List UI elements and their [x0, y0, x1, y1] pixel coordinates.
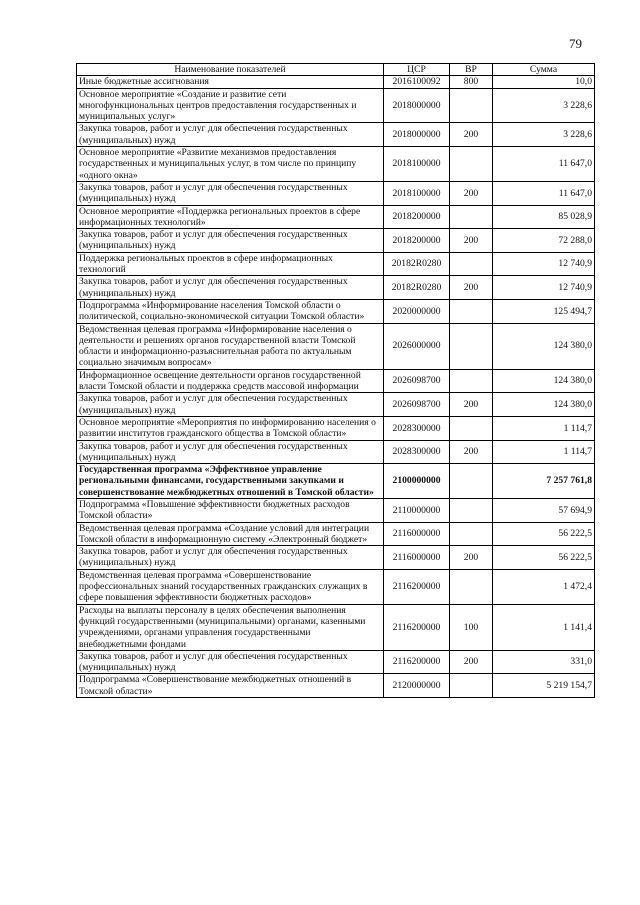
- cell-name: Поддержка региональных проектов в сфере информационных технологий: [77, 252, 384, 276]
- table-row: [77, 205, 595, 229]
- page-number: 79: [569, 36, 582, 51]
- cell-vr: [450, 522, 493, 546]
- cell-vr: 200: [450, 650, 493, 674]
- cell-name: Закупка товаров, работ и услуг для обеспечения государственных (муниципальных) нужд: [77, 650, 384, 674]
- table-row: [77, 147, 595, 182]
- cell-name: Закупка товаров, работ и услуг для обеспечения государственных (муниципальных) нужд: [77, 440, 384, 464]
- table-row: [77, 498, 595, 522]
- cell-vr: [450, 416, 493, 440]
- cell-csr: 2026098700: [384, 393, 450, 417]
- cell-name: Подпрограмма «Повышение эффективности бюджетных расходов Томской области»: [77, 498, 384, 522]
- cell-sum: 10,0: [493, 76, 595, 88]
- cell-csr: 20182R0280: [384, 276, 450, 300]
- cell-sum: 124 380,0: [493, 369, 595, 393]
- cell-name: Закупка товаров, работ и услуг для обеспечения государственных (муниципальных) нужд: [77, 181, 384, 205]
- table-row: [77, 464, 595, 499]
- cell-name: Основное мероприятие «Поддержка региональных проектов в сфере информационных технологий»: [77, 205, 384, 229]
- cell-name: Закупка товаров, работ и услуг для обеспечения государственных (муниципальных) нужд: [77, 229, 384, 253]
- table-row: [77, 416, 595, 440]
- cell-name: Основное мероприятие «Мероприятия по информированию населения о развитии институтов гражданского общества в Томской области»: [77, 416, 384, 440]
- table-row: [77, 393, 595, 417]
- table-row: [77, 369, 595, 393]
- cell-csr: 2116200000: [384, 650, 450, 674]
- cell-vr: 200: [450, 546, 493, 570]
- cell-name: Ведомственная целевая программа «Информирование населения о деятельности и решениях органов государственной власти Томской области и информационно-разъяснительная работа по актуальным социально значимым вопросам»: [77, 323, 384, 369]
- cell-sum: 124 380,0: [493, 323, 595, 369]
- cell-sum: 1 114,7: [493, 416, 595, 440]
- table-row: [77, 650, 595, 674]
- cell-vr: [450, 369, 493, 393]
- table-row: [77, 123, 595, 147]
- cell-vr: 100: [450, 604, 493, 650]
- cell-csr: 2016100092: [384, 76, 450, 88]
- cell-csr: 2018200000: [384, 229, 450, 253]
- cell-csr: 2018100000: [384, 181, 450, 205]
- table-row: [77, 674, 595, 698]
- table-row: [77, 569, 595, 604]
- table-row: [77, 440, 595, 464]
- cell-csr: 2018000000: [384, 88, 450, 123]
- cell-sum: 7 257 761,8: [493, 464, 595, 499]
- cell-csr: 2028300000: [384, 416, 450, 440]
- cell-csr: 2026000000: [384, 323, 450, 369]
- table-row: [77, 181, 595, 205]
- cell-vr: [450, 299, 493, 323]
- cell-vr: 200: [450, 123, 493, 147]
- cell-csr: 2120000000: [384, 674, 450, 698]
- cell-vr: 200: [450, 393, 493, 417]
- cell-name: Подпрограмма «Совершенствование межбюджетных отношений в Томской области»: [77, 674, 384, 698]
- cell-sum: 12 740,9: [493, 252, 595, 276]
- cell-sum: 11 647,0: [493, 147, 595, 182]
- cell-vr: [450, 674, 493, 698]
- cell-vr: [450, 569, 493, 604]
- cell-sum: 11 647,0: [493, 181, 595, 205]
- cell-vr: [450, 88, 493, 123]
- cell-csr: 2116000000: [384, 522, 450, 546]
- cell-sum: 125 494,7: [493, 299, 595, 323]
- cell-name: Информационное освещение деятельности органов государственной власти Томской области и поддержка средств массовой информации: [77, 369, 384, 393]
- cell-name: Ведомственная целевая программа «Создание условий для интеграции Томской области в информационную систему «Электронный бюджет»: [77, 522, 384, 546]
- cell-csr: 2018200000: [384, 205, 450, 229]
- table-row: [77, 604, 595, 650]
- cell-vr: 200: [450, 276, 493, 300]
- cell-vr: [450, 147, 493, 182]
- cell-csr: 2018100000: [384, 147, 450, 182]
- cell-name: Закупка товаров, работ и услуг для обеспечения государственных (муниципальных) нужд: [77, 123, 384, 147]
- cell-sum: 331,0: [493, 650, 595, 674]
- cell-sum: 3 228,6: [493, 88, 595, 123]
- cell-name: Закупка товаров, работ и услуг для обеспечения государственных (муниципальных) нужд: [77, 393, 384, 417]
- cell-vr: [450, 323, 493, 369]
- cell-csr: 2100000000: [384, 464, 450, 499]
- header-vr: ВР: [450, 64, 493, 76]
- cell-csr: 20182R0280: [384, 252, 450, 276]
- cell-sum: 1 472,4: [493, 569, 595, 604]
- cell-name: Ведомственная целевая программа «Совершенствование профессиональных знаний государственных гражданских служащих в сфере повышения эффективности бюджетных расходов»: [77, 569, 384, 604]
- cell-vr: 200: [450, 229, 493, 253]
- cell-vr: [450, 205, 493, 229]
- cell-sum: 12 740,9: [493, 276, 595, 300]
- cell-vr: [450, 498, 493, 522]
- table-row: [77, 229, 595, 253]
- cell-name: Основное мероприятие «Развитие механизмов предоставления государственных и муниципальных услуг, в том числе по принципу «одного окна»: [77, 147, 384, 182]
- cell-name: Основное мероприятие «Создание и развитие сети многофункциональных центров предоставления государственных и муниципальных услуг»: [77, 88, 384, 123]
- table-row: [77, 522, 595, 546]
- cell-name: Закупка товаров, работ и услуг для обеспечения государственных (муниципальных) нужд: [77, 276, 384, 300]
- table-row: [77, 76, 595, 88]
- cell-csr: 2026098700: [384, 369, 450, 393]
- cell-csr: 2116200000: [384, 569, 450, 604]
- table-row: [77, 88, 595, 123]
- cell-sum: 1 141,4: [493, 604, 595, 650]
- cell-vr: 200: [450, 181, 493, 205]
- cell-csr: 2116000000: [384, 546, 450, 570]
- cell-sum: 124 380,0: [493, 393, 595, 417]
- cell-sum: 57 694,9: [493, 498, 595, 522]
- cell-sum: 56 222,5: [493, 522, 595, 546]
- cell-name: Государственная программа «Эффективное управление региональными финансами, государственными закупками и совершенствование межбюджетных отношений в Томской области»: [77, 464, 384, 499]
- cell-sum: 1 114,7: [493, 440, 595, 464]
- cell-csr: 2020000000: [384, 299, 450, 323]
- cell-csr: 2116200000: [384, 604, 450, 650]
- header-sum: Сумма: [493, 64, 595, 76]
- table-row: [77, 323, 595, 369]
- cell-sum: 3 228,6: [493, 123, 595, 147]
- table-row: [77, 546, 595, 570]
- cell-sum: 5 219 154,7: [493, 674, 595, 698]
- cell-csr: 2028300000: [384, 440, 450, 464]
- cell-name: Подпрограмма «Информирование населения Томской области о политической, социально-экономической ситуации Томской области»: [77, 299, 384, 323]
- cell-name: Иные бюджетные ассигнования: [77, 76, 384, 88]
- cell-csr: 2110000000: [384, 498, 450, 522]
- table-header-row: [77, 64, 595, 76]
- cell-vr: 200: [450, 440, 493, 464]
- cell-name: Расходы на выплаты персоналу в целях обеспечения выполнения функций государственными (муниципальными) органами, казенными учреждениями, органами управления государственными внебюджетными фондами: [77, 604, 384, 650]
- header-name: Наименование показателей: [77, 64, 384, 76]
- cell-csr: 2018000000: [384, 123, 450, 147]
- header-csr: ЦСР: [384, 64, 450, 76]
- cell-name: Закупка товаров, работ и услуг для обеспечения государственных (муниципальных) нужд: [77, 546, 384, 570]
- cell-sum: 85 028,9: [493, 205, 595, 229]
- cell-sum: 72 288,0: [493, 229, 595, 253]
- cell-sum: 56 222,5: [493, 546, 595, 570]
- cell-vr: 800: [450, 76, 493, 88]
- cell-vr: [450, 464, 493, 499]
- table-row: [77, 252, 595, 276]
- table-row: [77, 299, 595, 323]
- table-row: [77, 276, 595, 300]
- budget-table: [76, 63, 595, 698]
- cell-vr: [450, 252, 493, 276]
